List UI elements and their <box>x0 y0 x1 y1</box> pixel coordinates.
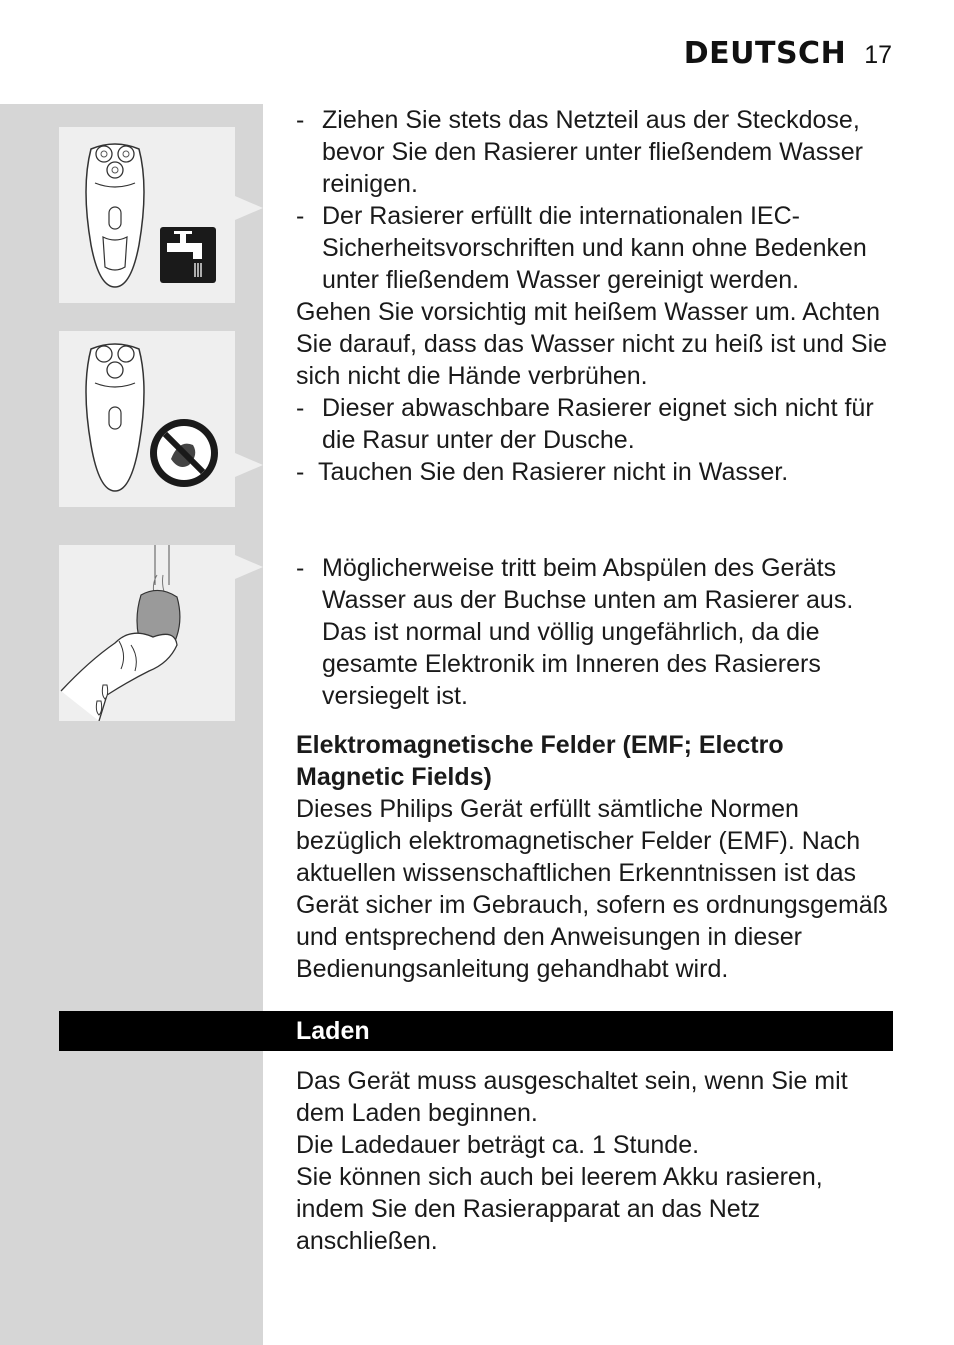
emf-heading: Elektromagnetische Felder (EMF; Electro Magnetic Fields) <box>296 731 784 791</box>
figure-rinse-shaver <box>59 545 235 721</box>
list-item: - Ziehen Sie stets das Netzteil aus der Steckdose, bevor Sie den Rasierer unter fließendem Wasser reinigen. <box>296 106 863 198</box>
language-title: DEUTSCH <box>683 36 847 71</box>
hot-water-paragraph: Gehen Sie vorsichtig mit heißem Wasser um. Achten Sie darauf, dass das Wasser nicht zu heiß ist und Sie sich nicht die Hände verbrühen. <box>296 298 888 390</box>
figure-shaver-tap <box>59 127 235 303</box>
no-shower-icon <box>150 419 218 487</box>
page-header <box>684 36 892 72</box>
figure-shaver-no-shower <box>59 331 235 507</box>
emf-section <box>296 729 896 985</box>
list-item: - Möglicherweise tritt beim Abspülen des Geräts Wasser aus der Buchse unten am Rasierer aus. Das ist normal und völlig ungefährlich, da die gesamte Elektronik im Inneren des Rasierers versiegelt ist. <box>296 554 854 710</box>
list-item: - Der Rasierer erfüllt die internationalen IEC-Sicherheitsvorschriften und kann ohne Bedenken unter fließendem Wasser gereinigt werden. <box>296 202 867 294</box>
figure-pointer <box>235 555 263 579</box>
laden-line: Die Ladedauer beträgt ca. 1 Stunde. <box>296 1131 700 1159</box>
safety-text-block <box>296 104 896 488</box>
rinse-hand-icon <box>61 545 180 721</box>
emf-body: Dieses Philips Gerät erfüllt sämtliche Normen bezüglich elektromagnetischer Felder (EMF). Nach aktuellen wissenschaftlichen Erkenntnissen ist das Gerät sicher im Gebrauch, sofern es ordnungsgemäß und entsprechend den Anweisungen in dieser Bedienungsanleitung gehandhabt wird. <box>296 795 888 983</box>
laden-text-block <box>296 1065 896 1257</box>
section-header-laden <box>59 1011 893 1051</box>
laden-line: Das Gerät muss ausgeschaltet sein, wenn Sie mit dem Laden beginnen. <box>296 1067 848 1127</box>
section-title: Laden <box>296 1017 370 1045</box>
laden-line: Sie können sich auch bei leerem Akku rasieren, indem Sie den Rasierapparat an das Netz anschließen. <box>296 1163 823 1255</box>
list-item: - Tauchen Sie den Rasierer nicht in Wasser. <box>296 458 789 486</box>
figure-pointer <box>235 196 263 220</box>
page-number: 17 <box>864 41 892 69</box>
figure-pointer <box>235 453 263 477</box>
rinse-text-block <box>296 552 896 712</box>
list-item: - Dieser abwaschbare Rasierer eignet sich nicht für die Rasur unter der Dusche. <box>296 394 874 454</box>
water-tap-icon <box>160 227 216 283</box>
